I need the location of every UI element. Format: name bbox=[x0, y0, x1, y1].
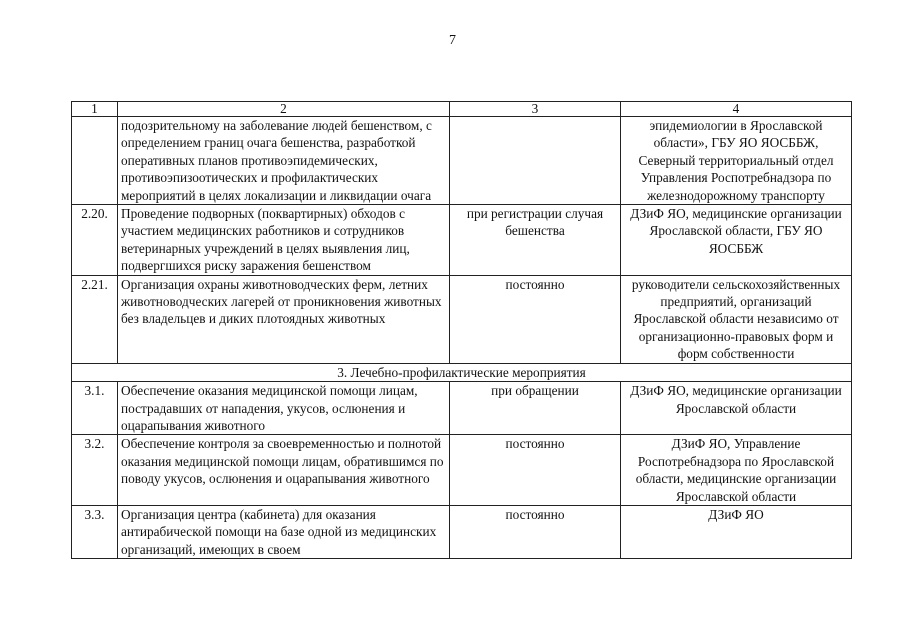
row-number: 2.20. bbox=[72, 205, 118, 276]
row-measure: подозрительному на заболевание людей бешенством, с определением границ очага бешенства, разработкой оперативных планов противоэпидемических, противоэпизоотических и профилактических мероприятий в целях локализации и ликвидации очага bbox=[118, 117, 450, 205]
row-deadline: постоянно bbox=[450, 505, 621, 558]
row-number bbox=[72, 117, 118, 205]
row-number: 3.3. bbox=[72, 505, 118, 558]
row-measure: Организация центра (кабинета) для оказания антирабической помощи на базе одной из медицинских организаций, имеющих в своем bbox=[118, 505, 450, 558]
row-deadline: при обращении bbox=[450, 382, 621, 435]
section-row bbox=[72, 363, 852, 381]
row-responsible: ДЗиФ ЯО, медицинские организации Ярославской области, ГБУ ЯО ЯОСББЖ bbox=[621, 205, 852, 276]
table-row bbox=[72, 117, 852, 205]
header-col-4: 4 bbox=[621, 102, 852, 117]
row-measure: Проведение подворных (поквартирных) обходов с участием медицинских работников и сотрудников ветеринарных учреждений в целях выявления лиц, подвергшихся риску заражения бешенством bbox=[118, 205, 450, 276]
page-number: 7 bbox=[449, 33, 456, 48]
row-measure: Обеспечение оказания медицинской помощи лицам, пострадавших от нападения, укусов, ослюнения и оцарапывания животного bbox=[118, 382, 450, 435]
row-number: 3.2. bbox=[72, 435, 118, 506]
row-number: 3.1. bbox=[72, 382, 118, 435]
table-row bbox=[72, 205, 852, 276]
row-deadline bbox=[450, 117, 621, 205]
row-deadline: постоянно bbox=[450, 275, 621, 363]
table-header-row bbox=[72, 102, 852, 117]
table-row bbox=[72, 275, 852, 363]
row-responsible: ДЗиФ ЯО, медицинские организации Ярославской области bbox=[621, 382, 852, 435]
measures-table bbox=[71, 101, 852, 559]
row-responsible: ДЗиФ ЯО bbox=[621, 505, 852, 558]
row-deadline: постоянно bbox=[450, 435, 621, 506]
row-responsible: руководители сельскохозяйственных предприятий, организаций Ярославской области независимо от организационно-правовых форм и форм собственности bbox=[621, 275, 852, 363]
row-responsible: эпидемиологии в Ярославской области», ГБУ ЯО ЯОСББЖ, Северный территориальный отдел Управления Роспотребнадзора по железнодорожному транспорту bbox=[621, 117, 852, 205]
row-deadline: при регистрации случая бешенства bbox=[450, 205, 621, 276]
row-measure: Обеспечение контроля за своевременностью и полнотой оказания медицинской помощи лицам, обратившимся по поводу укусов, ослюнения и оцарапывания животного bbox=[118, 435, 450, 506]
header-col-1: 1 bbox=[72, 102, 118, 117]
table-row bbox=[72, 435, 852, 506]
header-col-2: 2 bbox=[118, 102, 450, 117]
section-title: 3. Лечебно-профилактические мероприятия bbox=[72, 363, 852, 381]
table-row bbox=[72, 382, 852, 435]
table-row bbox=[72, 505, 852, 558]
header-col-3: 3 bbox=[450, 102, 621, 117]
row-number: 2.21. bbox=[72, 275, 118, 363]
row-responsible: ДЗиФ ЯО, Управление Роспотребнадзора по Ярославской области, медицинские организации Ярославской области bbox=[621, 435, 852, 506]
row-measure: Организация охраны животноводческих ферм, летних животноводческих лагерей от проникновения животных без владельцев и диких плотоядных животных bbox=[118, 275, 450, 363]
